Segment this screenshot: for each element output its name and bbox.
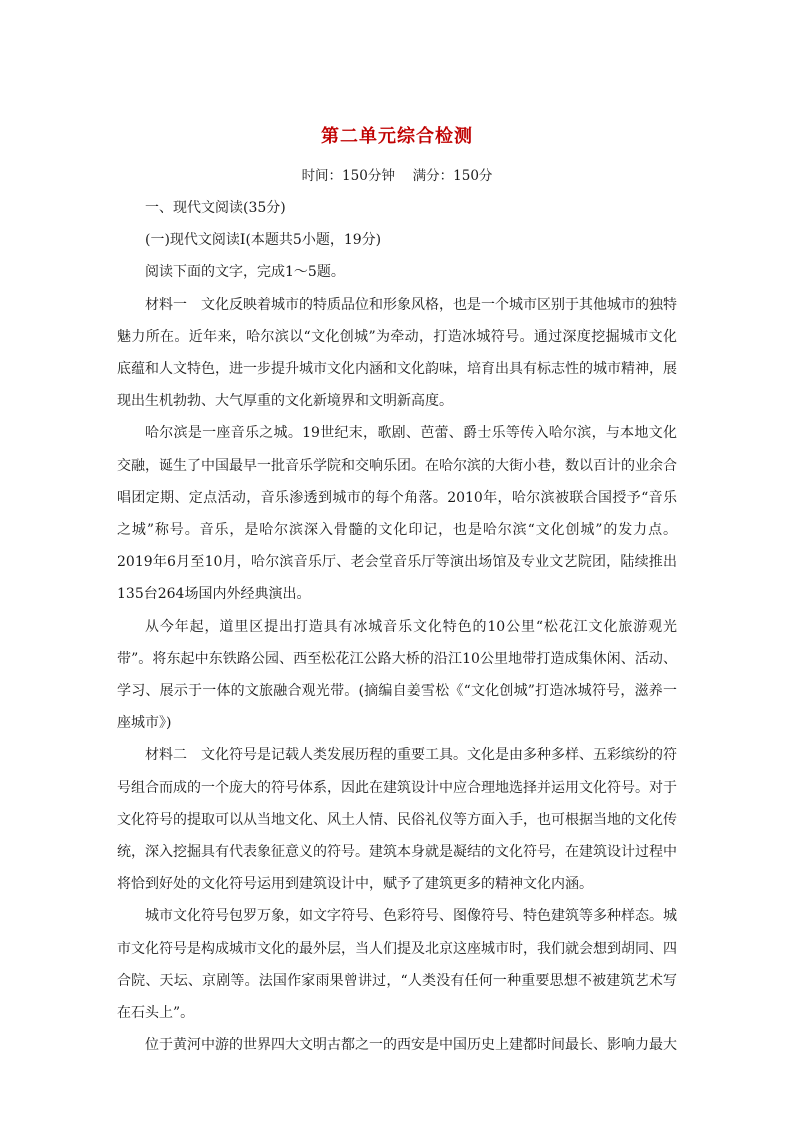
paragraph-material-one: 材料一 文化反映着城市的特质品位和形象风格，也是一个城市区别于其他城市的独特魅力所在。近年来，哈尔滨以“文化创城”为牵动，打造冰城符号。通过深度挖掘城市文化底蕴和人文特色，进一步提升城市文化内涵和文化韵味，培育出具有标志性的城市精神，展现出生机勃勃、大气厚重的文化新境界和文明新高度。 <box>117 296 677 410</box>
full-score: 满分：150分 <box>412 168 493 184</box>
paragraph-city-symbols: 城市文化符号包罗万象，如文字符号、色彩符号、图像符号、特色建筑等多种样态。城市文化符号是构成城市文化的最外层，当人们提及北京这座城市时，我们就会想到胡同、四合院、天坛、京剧等。法国作家雨果曾讲过，“人类没有任何一种重要思想不被建筑艺术写在石头上”。 <box>117 908 677 1022</box>
paragraph-material-two: 材料二 文化符号是记载人类发展历程的重要工具。文化是由多种多样、五彩缤纷的符号组合而成的一个庞大的符号体系，因此在建筑设计中应合理地选择并运用文化符号。对于文化符号的提取可以从当地文化、风土人情、民俗礼仪等方面入手，也可根据当地的文化传统，深入挖掘具有代表象征意义的符号。建筑本身就是凝结的文化符号，在建筑设计过程中将恰到好处的文化符号运用到建筑设计中，赋予了建筑更多的精神文化内涵。 <box>117 747 677 893</box>
paragraph-harbin-music: 哈尔滨是一座音乐之城。19世纪末，歌剧、芭蕾、爵士乐等传入哈尔滨，与本地文化交融，诞生了中国最早一批音乐学院和交响乐团。在哈尔滨的大街小巷，数以百计的业余合唱团定期、定点活动，音乐渗透到城市的每个角落。2010年，哈尔滨被联合国授予“音乐之城”称号。音乐，是哈尔滨深入骨髓的文化印记，也是哈尔滨“文化创城”的发力点。2019年6月至10月，哈尔滨音乐厅、老会堂音乐厅等演出场馆及专业文艺院团，陆续推出135台264场国内外经典演出。 <box>117 425 677 603</box>
document-body <box>117 192 677 1061</box>
reading-instruction: 阅读下面的文字，完成1～5题。 <box>145 264 345 281</box>
meta-spacer <box>395 168 413 184</box>
subsection-heading: (一)现代文阅读Ⅰ(本题共5小题，19分) <box>145 232 382 249</box>
document-title: 第二单元综合检测 <box>321 126 473 147</box>
exam-meta <box>0 164 794 184</box>
time-limit: 时间：150分钟 <box>301 168 395 184</box>
paragraph-daoli-district: 从今年起，道里区提出打造具有冰城音乐文化特色的10公里“松花江文化旅游观光带”。将东起中东铁路公园、西至松花江公路大桥的沿江10公里地带打造成集休闲、活动、学习、展示于一体的文旅融合观光带。(摘编自姜雪松《“文化创城”打造冰城符号，滋养一座城市》) <box>117 618 677 732</box>
section-heading: 一、现代文阅读(35分) <box>145 200 286 216</box>
paragraph-xian: 位于黄河中游的世界四大文明古都之一的西安是中国历史上建都时间最长、影响力最大 <box>145 1037 677 1054</box>
